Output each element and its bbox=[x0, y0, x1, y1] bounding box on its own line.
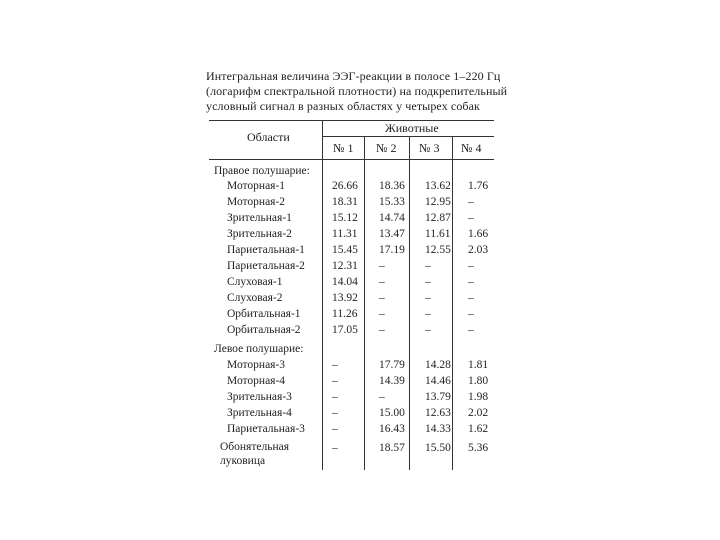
table-row bbox=[214, 290, 494, 306]
cell-value: – bbox=[379, 292, 385, 304]
cell-value: – bbox=[379, 308, 385, 320]
header-animal-4: № 4 bbox=[461, 141, 482, 155]
cell-value: 1.80 bbox=[468, 375, 489, 387]
header-animal-2: № 2 bbox=[376, 141, 397, 155]
cell-value: 2.02 bbox=[468, 407, 489, 419]
cell-value: 14.39 bbox=[379, 375, 405, 387]
area-name: Зрительная-2 bbox=[227, 228, 292, 240]
area-name: Моторная-1 bbox=[227, 180, 286, 192]
cell-value: 12.31 bbox=[332, 260, 358, 272]
cell-value: 13.92 bbox=[332, 292, 358, 304]
cell-value: 1.66 bbox=[468, 228, 489, 240]
group-label: Левое полушарие: bbox=[214, 343, 304, 355]
area-name: Моторная-3 bbox=[227, 359, 286, 371]
cell-value: – bbox=[468, 292, 474, 304]
cell-value: – bbox=[332, 442, 338, 454]
caption-line: (логарифм спектральной плотности) на подкрепительный bbox=[206, 84, 508, 98]
cell-value: 12.55 bbox=[425, 244, 451, 256]
cell-value: 11.26 bbox=[332, 308, 358, 320]
cell-value: 11.31 bbox=[332, 228, 358, 240]
table-row bbox=[214, 322, 494, 338]
header-areas: Области bbox=[247, 130, 290, 144]
cell-value: 15.12 bbox=[332, 212, 358, 224]
area-name: Орбитальная-2 bbox=[227, 324, 301, 336]
cell-value: – bbox=[425, 308, 431, 320]
table-top-rule bbox=[209, 120, 494, 121]
table-row bbox=[214, 373, 494, 389]
cell-value: 12.63 bbox=[425, 407, 451, 419]
cell-value: 1.76 bbox=[468, 180, 489, 192]
table-row bbox=[214, 226, 494, 242]
cell-value: 17.05 bbox=[332, 324, 358, 336]
cell-value: 2.03 bbox=[468, 244, 489, 256]
table-row bbox=[214, 306, 494, 322]
cell-value: 14.28 bbox=[425, 359, 451, 371]
cell-value: 14.33 bbox=[425, 423, 451, 435]
cell-value: – bbox=[332, 391, 338, 403]
caption-line: Интегральная величина ЭЭГ-реакции в полосе 1–220 Гц bbox=[206, 69, 501, 83]
area-name: Зрительная-3 bbox=[227, 391, 292, 403]
area-name: Слуховая-1 bbox=[227, 276, 283, 288]
cell-value: – bbox=[468, 196, 474, 208]
table-row bbox=[214, 194, 494, 210]
cell-value: – bbox=[379, 260, 385, 272]
area-name: Париетальная-3 bbox=[227, 423, 305, 435]
table-row bbox=[214, 258, 494, 274]
table-group-row bbox=[214, 163, 494, 179]
cell-value: 17.79 bbox=[379, 359, 405, 371]
cell-value: 13.47 bbox=[379, 228, 405, 240]
cell-value: 17.19 bbox=[379, 244, 405, 256]
cell-value: 14.74 bbox=[379, 212, 405, 224]
cell-value: 14.04 bbox=[332, 276, 358, 288]
table-group-row bbox=[214, 341, 494, 357]
cell-value: – bbox=[468, 276, 474, 288]
area-name: Орбитальная-1 bbox=[227, 308, 301, 320]
cell-value: – bbox=[468, 308, 474, 320]
area-name: Моторная-2 bbox=[227, 196, 286, 208]
cell-value: – bbox=[332, 407, 338, 419]
cell-value: – bbox=[332, 423, 338, 435]
caption-line: условный сигнал в разных областях у четырех собак bbox=[206, 99, 480, 113]
cell-value: – bbox=[332, 359, 338, 371]
table-row bbox=[214, 242, 494, 258]
area-name: Слуховая-2 bbox=[227, 292, 283, 304]
header-animal-3: № 3 bbox=[419, 141, 440, 155]
table-row bbox=[214, 210, 494, 226]
group-label: Правое полушарие: bbox=[214, 165, 310, 177]
cell-value: – bbox=[379, 276, 385, 288]
area-name: Моторная-4 bbox=[227, 375, 286, 387]
table-row bbox=[214, 178, 494, 194]
table-row bbox=[214, 274, 494, 290]
cell-value: 15.50 bbox=[425, 442, 451, 454]
cell-value: 5.36 bbox=[468, 442, 489, 454]
cell-value: 26.66 bbox=[332, 180, 358, 192]
cell-value: 12.95 bbox=[425, 196, 451, 208]
cell-value: 1.62 bbox=[468, 423, 489, 435]
area-name: Зрительная-4 bbox=[227, 407, 292, 419]
header-animals: Животные bbox=[385, 121, 439, 135]
header-animal-1: № 1 bbox=[333, 141, 354, 155]
table-row bbox=[214, 421, 494, 437]
table-row bbox=[214, 440, 494, 467]
area-name: Зрительная-1 bbox=[227, 212, 292, 224]
cell-value: 13.62 bbox=[425, 180, 451, 192]
cell-value: 1.81 bbox=[468, 359, 489, 371]
cell-value: 18.57 bbox=[379, 442, 405, 454]
cell-value: 18.31 bbox=[332, 196, 358, 208]
table-row bbox=[214, 389, 494, 405]
cell-value: – bbox=[468, 212, 474, 224]
cell-value: 12.87 bbox=[425, 212, 451, 224]
cell-value: – bbox=[379, 391, 385, 403]
cell-value: – bbox=[425, 276, 431, 288]
table-caption bbox=[206, 69, 506, 114]
cell-value: 15.33 bbox=[379, 196, 405, 208]
cell-value: – bbox=[468, 260, 474, 272]
header-mid-rule bbox=[322, 136, 494, 137]
cell-value: 14.46 bbox=[425, 375, 451, 387]
cell-value: 11.61 bbox=[425, 228, 451, 240]
area-name: Париетальная-1 bbox=[227, 244, 305, 256]
cell-value: – bbox=[425, 260, 431, 272]
cell-value: 18.36 bbox=[379, 180, 405, 192]
cell-value: 15.45 bbox=[332, 244, 358, 256]
table-row bbox=[214, 405, 494, 421]
area-name: Обонятельная луковица bbox=[220, 441, 290, 467]
cell-value: – bbox=[332, 375, 338, 387]
cell-value: – bbox=[425, 324, 431, 336]
cell-value: – bbox=[468, 324, 474, 336]
table-row bbox=[214, 357, 494, 373]
cell-value: 1.98 bbox=[468, 391, 489, 403]
cell-value: 15.00 bbox=[379, 407, 405, 419]
cell-value: – bbox=[379, 324, 385, 336]
cell-value: 13.79 bbox=[425, 391, 451, 403]
cell-value: – bbox=[425, 292, 431, 304]
cell-value: 16.43 bbox=[379, 423, 405, 435]
area-name: Париетальная-2 bbox=[227, 260, 305, 272]
